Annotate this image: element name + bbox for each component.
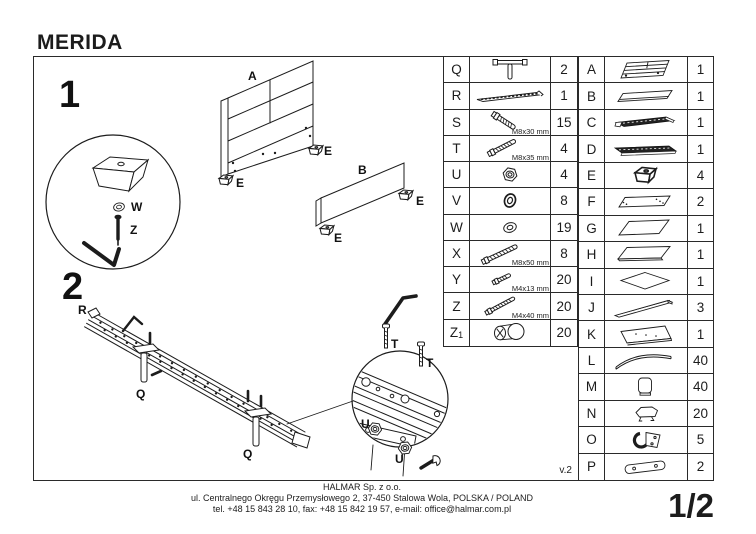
part-size: M8x50 mm [511, 258, 549, 268]
label-nut-u: U [395, 452, 404, 466]
part-qty: 20 [688, 401, 713, 427]
part-icon-f [605, 189, 688, 215]
step-1-number: 1 [59, 74, 81, 116]
hardware-parts-table [443, 56, 578, 347]
part-icon-z [470, 293, 551, 319]
part-icon-l [605, 348, 688, 374]
label-foot-e: E [324, 144, 333, 158]
part-label: J [579, 295, 605, 321]
part-label: R [444, 83, 470, 109]
part-qty: 1 [688, 216, 713, 242]
part-icon-r [470, 83, 551, 109]
part-label: M [579, 374, 605, 400]
part-label: U [444, 162, 470, 188]
part-label: D [579, 136, 605, 162]
label-screw-t: T [391, 337, 399, 351]
label-nut-u: U [361, 417, 370, 431]
part-qty: 19 [551, 215, 577, 241]
part-label: Y [444, 267, 470, 293]
part-qty: 8 [551, 188, 577, 214]
part-qty: 40 [688, 348, 713, 374]
part-qty: 5 [688, 427, 713, 453]
part-qty: 1 [688, 83, 713, 109]
part-qty: 15 [551, 110, 577, 136]
part-qty: 20 [551, 320, 577, 346]
product-title: MERIDA [37, 31, 123, 54]
part-icon-z1 [470, 320, 551, 346]
footer-company: HALMAR Sp. z o.o. [322, 482, 402, 492]
part-icon-y [470, 267, 551, 293]
label-foot-e: E [416, 194, 425, 208]
part-label: B [579, 83, 605, 109]
part-qty: 1 [551, 83, 577, 109]
page-number: 1/2 [668, 487, 714, 524]
part-label: V [444, 188, 470, 214]
part-qty: 40 [688, 374, 713, 400]
label-panel-a: A [248, 69, 257, 83]
part-qty: 1 [688, 110, 713, 136]
part-icon-a [605, 57, 688, 83]
part-icon-c [605, 110, 688, 136]
part-qty: 4 [688, 163, 713, 189]
part-label: F [579, 189, 605, 215]
part-icon-x [470, 241, 551, 267]
part-qty: 1 [688, 242, 713, 268]
part-qty: 2 [688, 454, 713, 480]
part-label: Z $_1$ [444, 320, 470, 346]
part-icon-q [470, 57, 551, 83]
label-washer-w: W [131, 200, 143, 214]
part-label: X [444, 241, 470, 267]
part-icon-g [605, 216, 688, 242]
label-panel-b: B [358, 163, 367, 177]
label-rail-r: R [78, 303, 87, 317]
part-qty: 1 [688, 57, 713, 83]
footer [33, 482, 691, 514]
part-icon-e [605, 163, 688, 189]
part-label: P [579, 454, 605, 480]
part-qty: 2 [688, 189, 713, 215]
footer-contact: tel. +48 15 843 28 10, fax: +48 15 842 19 57, e-mail: office@halmar.com.pl [212, 503, 512, 514]
label-screw-z: Z [130, 223, 138, 237]
part-size: M4x13 mm [511, 284, 549, 294]
part-icon-w [470, 215, 551, 241]
part-icon-d [605, 136, 688, 162]
label-leg-q: Q [136, 387, 146, 401]
part-icon-m [605, 374, 688, 400]
part-label: K [579, 321, 605, 347]
part-icon-s [470, 110, 551, 136]
footer-address: ul. Centralnego Okręgu Przemysłowego 2, 37-450 Stalowa Wola, POLSKA / POLAND [190, 492, 533, 503]
part-icon-h [605, 242, 688, 268]
label-leg-q: Q [243, 447, 253, 461]
part-label: L [579, 348, 605, 374]
panel-parts-table [578, 56, 714, 481]
part-label: Q [444, 57, 470, 83]
label-foot-e: E [334, 231, 343, 245]
part-qty: 20 [551, 293, 577, 319]
part-qty: 3 [688, 295, 713, 321]
part-label: Z [444, 293, 470, 319]
part-icon-i [605, 269, 688, 295]
part-icon-j [605, 295, 688, 321]
part-label: S [444, 110, 470, 136]
part-size: M8x30 mm [511, 126, 549, 136]
part-label: T [444, 136, 470, 162]
version-label: v.2 [559, 465, 572, 476]
part-label: I [579, 269, 605, 295]
part-icon-n [605, 401, 688, 427]
part-label: G [579, 216, 605, 242]
part-icon-p [605, 454, 688, 480]
part-label: C [579, 110, 605, 136]
part-label: W [444, 215, 470, 241]
part-label: O [579, 427, 605, 453]
part-qty: 1 [688, 269, 713, 295]
part-qty: 8 [551, 241, 577, 267]
part-size: M4x40 mm [511, 310, 549, 320]
part-qty: 1 [688, 321, 713, 347]
part-qty: 1 [688, 136, 713, 162]
part-label: N [579, 401, 605, 427]
part-icon-v [470, 188, 551, 214]
label-foot-e: E [236, 176, 245, 190]
part-qty: 20 [551, 267, 577, 293]
part-qty: 4 [551, 162, 577, 188]
part-qty: 4 [551, 136, 577, 162]
part-icon-o [605, 427, 688, 453]
part-label: H [579, 242, 605, 268]
part-label: E [579, 163, 605, 189]
label-screw-t: T [426, 356, 434, 370]
part-icon-b [605, 83, 688, 109]
part-size: M8x35 mm [511, 153, 549, 163]
part-icon-t [470, 136, 551, 162]
part-label: A [579, 57, 605, 83]
part-icon-k [605, 321, 688, 347]
part-icon-u [470, 162, 551, 188]
step-2-number: 2 [62, 266, 84, 308]
part-qty: 2 [551, 57, 577, 83]
